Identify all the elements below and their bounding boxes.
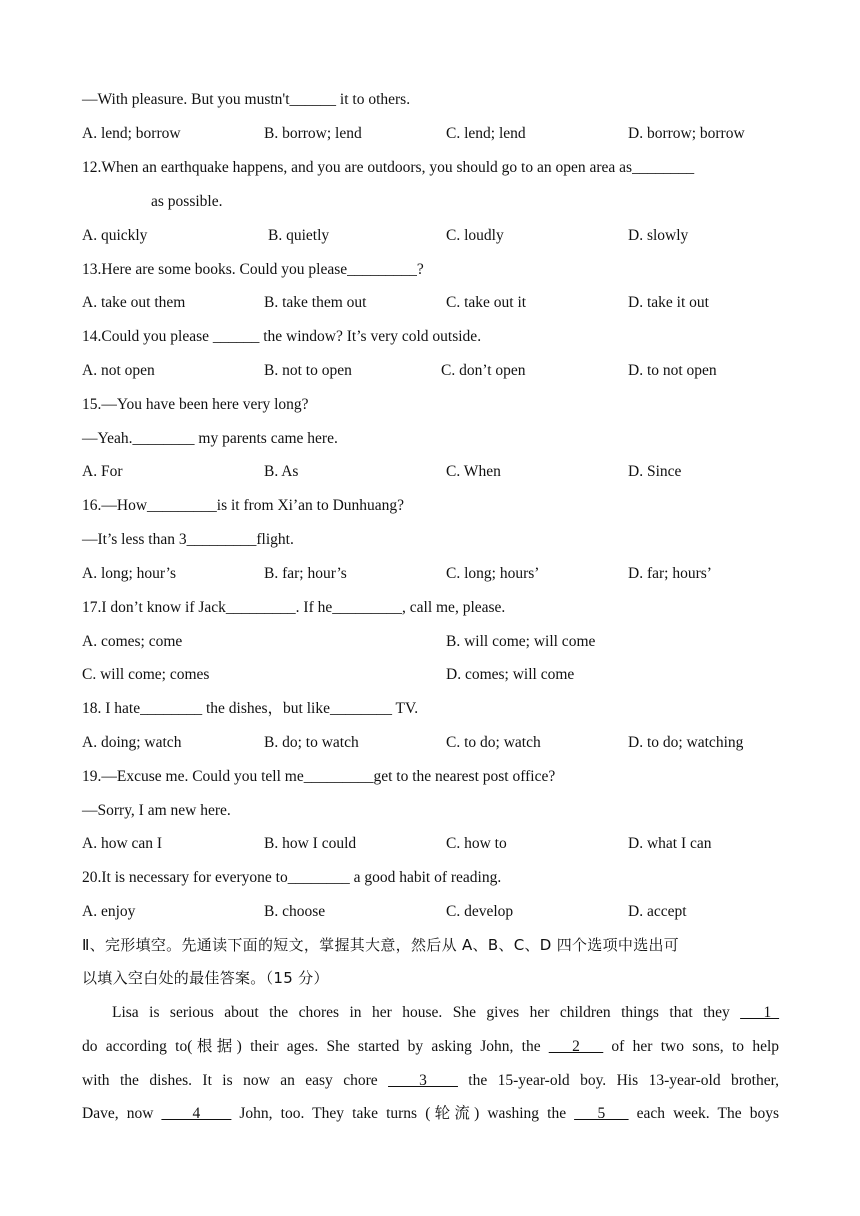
cloze-blank-5: ___5___ [574,1105,629,1122]
q14-option-b: B. not to open [264,362,352,379]
q15-option-a: A. For [82,463,123,480]
q20-stem: 20.It is necessary for everyone to________ a good habit of reading. [82,869,502,886]
q15-stem: 15.—You have been here very long? [82,396,309,413]
q15-option-b: B. As [264,463,299,480]
q19-stem: 19.—Excuse me. Could you tell me_________get to the nearest post office? [82,768,556,785]
q16-option-b: B. far; hour’s [264,565,347,582]
q16-option-a: A. long; hour’s [82,565,177,582]
section-2-heading-cont: 以填入空白处的最佳答案。（15 分） [82,969,329,987]
section-2-heading: Ⅱ、完形填空。先通读下面的短文，掌握其大意，然后从 A、B、C、D 四个选项中选出可 [82,936,680,954]
q20-option-b: B. choose [264,903,326,920]
q14-stem: 14.Could you please ______ the window? It’s very cold outside. [82,328,482,345]
q20-option-d: D. accept [628,903,687,920]
q19-option-d: D. what I can [628,835,712,852]
q12-stem-continued: as possible. [151,193,223,210]
cloze-blank-2: ___2___ [548,1038,604,1055]
q15-stem-reply: —Yeah.________ my parents came here. [82,430,338,447]
q14-option-c: C. don’t open [441,362,526,379]
q19-stem-reply: —Sorry, I am new here. [82,802,231,819]
q12-option-a: A. quickly [82,227,148,244]
q16-option-d: D. far; hours’ [628,565,712,582]
q15-option-d: D. Since [628,463,682,480]
q17-option-c: C. will come; comes [82,666,210,683]
q19-option-b: B. how I could [264,835,357,852]
q11-option-a: A. lend; borrow [82,125,181,142]
cloze-blank-1: ___1_ [740,1004,779,1021]
q18-option-b: B. do; to watch [264,734,359,751]
q13-option-a: A. take out them [82,294,186,311]
q17-option-d: D. comes; will come [446,666,575,683]
q18-option-a: A. doing; watch [82,734,182,751]
q18-stem: 18. I hate________ the dishes，but like________ TV. [82,700,419,717]
q19-option-a: A. how can I [82,835,163,852]
q15-option-c: C. When [446,463,501,480]
q18-option-c: C. to do; watch [446,734,541,751]
q16-stem: 16.—How_________is it from Xi’an to Dunhuang? [82,497,405,514]
q13-option-b: B. take them out [264,294,367,311]
q17-option-b: B. will come; will come [446,633,596,650]
passage-line-1: Lisa is serious about the chores in her house. She gives her children things that they ___1_ [112,1004,779,1021]
passage-line-2: do according to(根据) their ages. She started by asking John, the ___2___ of her two sons, to help [82,1038,780,1055]
q14-option-d: D. to not open [628,362,717,379]
q16-option-c: C. long; hours’ [446,565,540,582]
cloze-blank-3: ____3____ [388,1072,458,1089]
q11-option-b: B. borrow; lend [264,125,362,142]
q17-stem: 17.I don’t know if Jack_________. If he_________, call me, please. [82,599,506,616]
q14-option-a: A. not open [82,362,155,379]
q20-option-a: A. enjoy [82,903,136,920]
q12-option-d: D. slowly [628,227,689,244]
q12-stem: 12.When an earthquake happens, and you are outdoors, you should go to an open area as________ [82,159,695,176]
q12-option-b: B. quietly [268,227,330,244]
q12-option-c: C. loudly [446,227,504,244]
cloze-blank-4: ____4____ [161,1105,232,1122]
passage-line-4: Dave, now ____4____ John, too. They take turns (轮流) washing the ___5___ each week. The boys [82,1105,780,1122]
q11-option-c: C. lend; lend [446,125,526,142]
q17-option-a: A. comes; come [82,633,183,650]
q20-option-c: C. develop [446,903,514,920]
q13-stem: 13.Here are some books. Could you please_________? [82,261,424,278]
passage-line-3: with the dishes. It is now an easy chore ____3____ the 15-year-old boy. His 13-year-old brother, [82,1072,780,1089]
q18-option-d: D. to do; watching [628,734,744,751]
q16-stem-reply: —It’s less than 3_________flight. [82,531,294,548]
q11-answer-line: —With pleasure. But you mustn't______ it to others. [82,91,411,108]
q11-option-d: D. borrow; borrow [628,125,745,142]
q13-option-c: C. take out it [446,294,527,311]
q19-option-c: C. how to [446,835,507,852]
q13-option-d: D. take it out [628,294,709,311]
